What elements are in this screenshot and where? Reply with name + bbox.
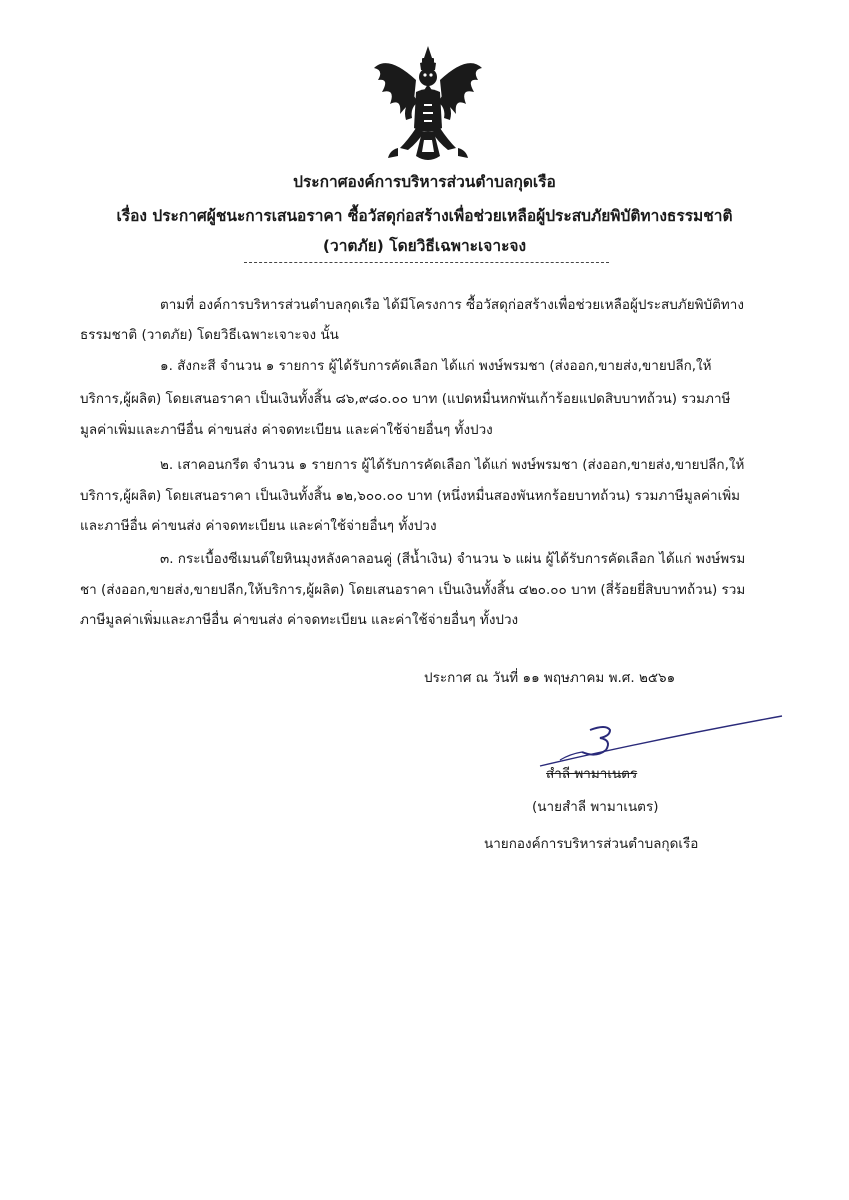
signer-position: นายกองค์การบริหารส่วนตำบลกุดเรือ: [484, 836, 699, 852]
garuda-emblem: [368, 44, 488, 166]
announcement-subject-cont: (วาตภัย) โดยวิธีเฉพาะเจาะจง: [322, 237, 527, 255]
item-1-line: บริการ,ผู้ผลิต) โดยเสนอราคา เป็นเงินทั้งสิ้น ๘๖,๙๘๐.๐๐ บาท (แปดหมื่นหกพันเก้าร้อยแปดสิบบาทถ้วน) รวมภาษี: [80, 391, 731, 407]
item-3-line: ภาษีมูลค่าเพิ่มและภาษีอื่น ค่าขนส่ง ค่าจดทะเบียน และค่าใช้จ่ายอื่นๆ ทั้งปวง: [80, 612, 519, 628]
item-3-line: ๓. กระเบื้องซีเมนต์ใยหินมุงหลังคาลอนคู่ (สีน้ำเงิน) จำนวน ๖ แผ่น ผู้ได้รับการคัดเลือก ได้แก่ พงษ์พรม: [160, 551, 746, 567]
intro-line: ตามที่ องค์การบริหารส่วนตำบลกุดเรือ ได้มีโครงการ ซื้อวัสดุก่อสร้างเพื่อช่วยเหลือผู้ประสบภัยพิบัติทาง: [160, 297, 744, 313]
signer-full-name: (นายสำลี พามาเนตร): [532, 799, 659, 815]
announcement-subject: เรื่อง ประกาศผู้ชนะการเสนอราคา ซื้อวัสดุก่อสร้างเพื่อช่วยเหลือผู้ประสบภัยพิบัติทางธรรมชาติ: [116, 207, 733, 225]
item-1-line: ๑. สังกะสี จำนวน ๑ รายการ ผู้ได้รับการคัดเลือก ได้แก่ พงษ์พรมชา (ส่งออก,ขายส่ง,ขายปลีก,ให้: [160, 358, 712, 374]
announcement-date: ประกาศ ณ วันที่ ๑๑ พฤษภาคม พ.ศ. ๒๕๖๑: [424, 670, 676, 686]
item-2-line: บริการ,ผู้ผลิต) โดยเสนอราคา เป็นเงินทั้งสิ้น ๑๒,๖๐๐.๐๐ บาท (หนึ่งหมื่นสองพันหกร้อยบาทถ้วน) รวมภาษีมูลค่าเพิ่ม: [80, 488, 741, 504]
item-2-line: และภาษีอื่น ค่าขนส่ง ค่าจดทะเบียน และค่าใช้จ่ายอื่นๆ ทั้งปวง: [80, 518, 437, 534]
signature-name: สำลี พามาเนตร: [546, 766, 638, 782]
intro-line: ธรรมชาติ (วาตภัย) โดยวิธีเฉพาะเจาะจง นั้น: [80, 327, 339, 343]
announcement-title: ประกาศองค์การบริหารส่วนตำบลกุดเรือ: [293, 173, 556, 191]
item-2-line: ๒. เสาคอนกรีต จำนวน ๑ รายการ ผู้ได้รับการคัดเลือก ได้แก่ พงษ์พรมชา (ส่งออก,ขายส่ง,ขายปลีก,ให้: [160, 457, 745, 473]
item-1-line: มูลค่าเพิ่มและภาษีอื่น ค่าขนส่ง ค่าจดทะเบียน และค่าใช้จ่ายอื่นๆ ทั้งปวง: [80, 422, 493, 438]
item-3-line: ชา (ส่งออก,ขายส่ง,ขายปลีก,ให้บริการ,ผู้ผลิต) โดยเสนอราคา เป็นเงินทั้งสิ้น ๔๒๐.๐๐ บาท (สี่ร้อยยี่สิบบาทถ้วน) รวม: [80, 582, 746, 598]
separator-line: [244, 262, 609, 263]
